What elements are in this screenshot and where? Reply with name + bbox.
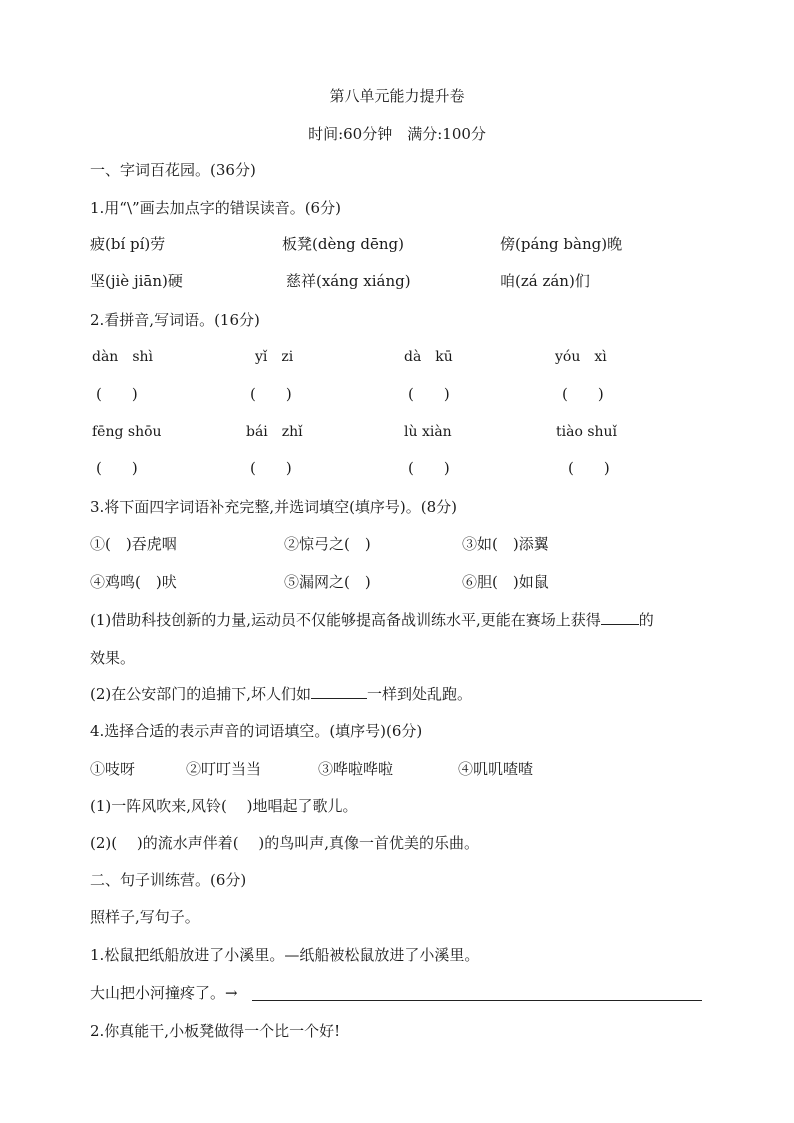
q1-item: 傍(páng bàng)晚: [500, 235, 623, 253]
q3-option: ⑥胆( )如鼠: [462, 573, 549, 591]
q3-sentence-2: [90, 684, 472, 704]
q3-sentence-1: [90, 610, 654, 630]
q3-sentence-1-tail: 的: [638, 611, 654, 629]
exam-meta: 时间:60分钟 满分:100分: [308, 125, 486, 143]
section-1-heading: 一、字词百花园。(36分): [90, 161, 256, 179]
answer-line[interactable]: [252, 1000, 702, 1001]
answer-paren[interactable]: ( ): [250, 385, 292, 403]
pinyin: yǐ zi: [255, 349, 294, 365]
pinyin: fēng shōu: [92, 424, 162, 440]
pinyin: dàn shì: [92, 349, 154, 365]
answer-paren[interactable]: ( ): [96, 385, 138, 403]
q3-option: ②惊弓之( ): [284, 535, 371, 553]
q1-item: 疲(bí pí)劳: [90, 235, 166, 253]
q3-option: ④鸡鸣( )吠: [90, 573, 177, 591]
q3-sentence-2-text: (2)在公安部门的追捕下,坏人们如: [90, 685, 312, 703]
q2-prompt: 2.看拼音,写词语。(16分): [90, 311, 260, 329]
section-2-heading: 二、句子训练营。(6分): [90, 871, 247, 889]
answer-paren[interactable]: ( ): [250, 459, 292, 477]
q4-option: ④叽叽喳喳: [458, 760, 534, 778]
answer-paren[interactable]: ( ): [408, 459, 450, 477]
q4-sentence-1: (1)一阵风吹来,风铃( )地唱起了歌儿。: [90, 797, 358, 815]
q3-sentence-2-tail: 一样到处乱跑。: [367, 685, 473, 703]
s2-q1-task: 大山把小河撞疼了。→: [90, 984, 238, 1002]
q3-prompt: 3.将下面四字词语补充完整,并选词填空(填序号)。(8分): [90, 498, 458, 516]
q4-option: ①吱呀: [90, 760, 136, 778]
section-2-instruction: 照样子,写句子。: [90, 908, 200, 926]
pinyin: tiào shuǐ: [556, 424, 618, 440]
q3-option: ③如( )添翼: [462, 535, 549, 553]
q4-sentence-2: (2)( )的流水声伴着( )的鸟叫声,真像一首优美的乐曲。: [90, 834, 479, 852]
pinyin: bái zhǐ: [246, 424, 303, 440]
q3-sentence-1-text: (1)借助科技创新的力量,运动员不仅能够提高备战训练水平,更能在赛场上获得: [90, 611, 601, 629]
q4-prompt: 4.选择合适的表示声音的词语填空。(填序号)(6分): [90, 722, 423, 740]
answer-paren[interactable]: ( ): [562, 385, 604, 403]
q1-item: 咱(zá zán)们: [500, 272, 590, 290]
q1-prompt: 1.用“\”画去加点字的错误读音。(6分): [90, 199, 341, 217]
q3-option: ①( )吞虎咽: [90, 535, 177, 553]
pinyin: yóu xì: [555, 349, 607, 365]
pinyin: dà kū: [404, 349, 453, 365]
q1-item: 板凳(dèng dēng): [282, 235, 404, 253]
q3-option: ⑤漏网之( ): [284, 573, 371, 591]
fill-blank[interactable]: [601, 610, 639, 625]
q4-option: ②叮叮当当: [186, 760, 262, 778]
s2-q2-example: 2.你真能干,小板凳做得一个比一个好!: [90, 1022, 341, 1040]
q1-item: 坚(jiè jiān)硬: [90, 272, 183, 290]
answer-paren[interactable]: ( ): [568, 459, 610, 477]
pinyin: lù xiàn: [404, 424, 452, 440]
answer-paren[interactable]: ( ): [408, 385, 450, 403]
s2-q1-example: 1.松鼠把纸船放进了小溪里。—纸船被松鼠放进了小溪里。: [90, 946, 480, 964]
page-title: 第八单元能力提升卷: [329, 87, 465, 105]
fill-blank[interactable]: [311, 684, 367, 699]
q1-item: 慈祥(xáng xiáng): [286, 272, 411, 290]
answer-paren[interactable]: ( ): [96, 459, 138, 477]
q3-sentence-1-cont: 效果。: [90, 649, 136, 667]
q4-option: ③哗啦哗啦: [318, 760, 394, 778]
